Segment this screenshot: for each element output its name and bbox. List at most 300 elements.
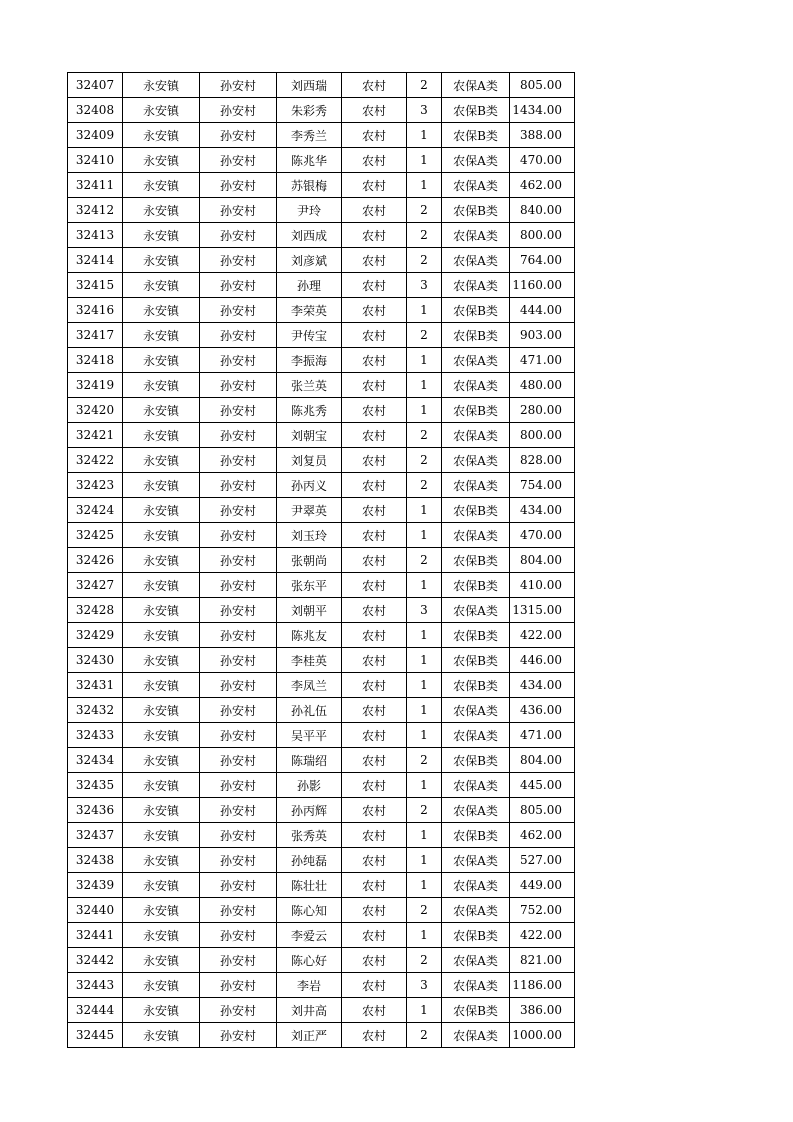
name-cell: 张东平 [277, 573, 342, 598]
amount-cell: 471.00 [510, 723, 575, 748]
member-count-cell: 1 [407, 573, 442, 598]
name-cell: 张朝尚 [277, 548, 342, 573]
insurance-category-cell: 农保B类 [442, 573, 510, 598]
name-cell: 刘玉玲 [277, 523, 342, 548]
amount-cell: 752.00 [510, 898, 575, 923]
town-cell: 永安镇 [123, 898, 200, 923]
table-row [68, 673, 575, 698]
insurance-category-cell: 农保B类 [442, 498, 510, 523]
table-row [68, 873, 575, 898]
town-cell: 永安镇 [123, 623, 200, 648]
town-cell: 永安镇 [123, 248, 200, 273]
record-id-cell: 32421 [68, 423, 123, 448]
record-id-cell: 32431 [68, 673, 123, 698]
town-cell: 永安镇 [123, 723, 200, 748]
name-cell: 刘西瑞 [277, 73, 342, 98]
village-cell: 孙安村 [200, 1023, 277, 1048]
insurance-category-cell: 农保A类 [442, 348, 510, 373]
household-type-cell: 农村 [342, 123, 407, 148]
name-cell: 孙理 [277, 273, 342, 298]
household-type-cell: 农村 [342, 248, 407, 273]
member-count-cell: 1 [407, 873, 442, 898]
record-id-cell: 32410 [68, 148, 123, 173]
household-type-cell: 农村 [342, 598, 407, 623]
town-cell: 永安镇 [123, 573, 200, 598]
town-cell: 永安镇 [123, 648, 200, 673]
name-cell: 刘朝平 [277, 598, 342, 623]
household-type-cell: 农村 [342, 223, 407, 248]
amount-cell: 436.00 [510, 698, 575, 723]
village-cell: 孙安村 [200, 873, 277, 898]
member-count-cell: 2 [407, 73, 442, 98]
town-cell: 永安镇 [123, 923, 200, 948]
name-cell: 陈心好 [277, 948, 342, 973]
town-cell: 永安镇 [123, 523, 200, 548]
member-count-cell: 2 [407, 1023, 442, 1048]
table-row [68, 373, 575, 398]
amount-cell: 840.00 [510, 198, 575, 223]
record-id-cell: 32432 [68, 698, 123, 723]
record-id-cell: 32414 [68, 248, 123, 273]
table-row [68, 698, 575, 723]
name-cell: 刘复员 [277, 448, 342, 473]
table-row [68, 948, 575, 973]
member-count-cell: 3 [407, 273, 442, 298]
table-row [68, 998, 575, 1023]
name-cell: 陈兆秀 [277, 398, 342, 423]
insurance-category-cell: 农保B类 [442, 823, 510, 848]
table-row [68, 348, 575, 373]
town-cell: 永安镇 [123, 298, 200, 323]
town-cell: 永安镇 [123, 73, 200, 98]
village-cell: 孙安村 [200, 573, 277, 598]
village-cell: 孙安村 [200, 323, 277, 348]
name-cell: 李荣英 [277, 298, 342, 323]
name-cell: 陈兆华 [277, 148, 342, 173]
name-cell: 尹翠英 [277, 498, 342, 523]
record-id-cell: 32416 [68, 298, 123, 323]
table-row [68, 723, 575, 748]
insurance-category-cell: 农保B类 [442, 123, 510, 148]
record-id-cell: 32418 [68, 348, 123, 373]
town-cell: 永安镇 [123, 673, 200, 698]
name-cell: 刘朝宝 [277, 423, 342, 448]
member-count-cell: 1 [407, 123, 442, 148]
household-type-cell: 农村 [342, 423, 407, 448]
member-count-cell: 2 [407, 448, 442, 473]
table-row [68, 498, 575, 523]
town-cell: 永安镇 [123, 948, 200, 973]
household-type-cell: 农村 [342, 748, 407, 773]
town-cell: 永安镇 [123, 848, 200, 873]
member-count-cell: 3 [407, 98, 442, 123]
village-cell: 孙安村 [200, 848, 277, 873]
record-id-cell: 32407 [68, 73, 123, 98]
village-cell: 孙安村 [200, 773, 277, 798]
record-id-cell: 32411 [68, 173, 123, 198]
amount-cell: 828.00 [510, 448, 575, 473]
insurance-category-cell: 农保A类 [442, 73, 510, 98]
name-cell: 刘正严 [277, 1023, 342, 1048]
insurance-category-cell: 农保B类 [442, 98, 510, 123]
household-type-cell: 农村 [342, 973, 407, 998]
village-cell: 孙安村 [200, 923, 277, 948]
village-cell: 孙安村 [200, 798, 277, 823]
town-cell: 永安镇 [123, 173, 200, 198]
town-cell: 永安镇 [123, 423, 200, 448]
member-count-cell: 2 [407, 898, 442, 923]
village-cell: 孙安村 [200, 698, 277, 723]
table-row [68, 148, 575, 173]
name-cell: 尹传宝 [277, 323, 342, 348]
name-cell: 张兰英 [277, 373, 342, 398]
town-cell: 永安镇 [123, 748, 200, 773]
town-cell: 永安镇 [123, 1023, 200, 1048]
village-cell: 孙安村 [200, 523, 277, 548]
village-cell: 孙安村 [200, 998, 277, 1023]
village-cell: 孙安村 [200, 823, 277, 848]
insurance-category-cell: 农保A类 [442, 873, 510, 898]
household-type-cell: 农村 [342, 298, 407, 323]
insurance-category-cell: 农保A类 [442, 798, 510, 823]
member-count-cell: 1 [407, 498, 442, 523]
town-cell: 永安镇 [123, 323, 200, 348]
table-row [68, 298, 575, 323]
household-type-cell: 农村 [342, 473, 407, 498]
household-type-cell: 农村 [342, 648, 407, 673]
member-count-cell: 1 [407, 673, 442, 698]
amount-cell: 471.00 [510, 348, 575, 373]
table-row [68, 898, 575, 923]
member-count-cell: 2 [407, 798, 442, 823]
amount-cell: 764.00 [510, 248, 575, 273]
amount-cell: 1315.00 [510, 598, 575, 623]
record-id-cell: 32440 [68, 898, 123, 923]
amount-cell: 800.00 [510, 223, 575, 248]
household-type-cell: 农村 [342, 823, 407, 848]
household-type-cell: 农村 [342, 723, 407, 748]
table-row [68, 973, 575, 998]
insurance-category-cell: 农保A类 [442, 723, 510, 748]
insurance-category-cell: 农保A类 [442, 223, 510, 248]
village-cell: 孙安村 [200, 373, 277, 398]
table-row [68, 923, 575, 948]
record-id-cell: 32441 [68, 923, 123, 948]
household-type-cell: 农村 [342, 273, 407, 298]
amount-cell: 386.00 [510, 998, 575, 1023]
name-cell: 李桂英 [277, 648, 342, 673]
town-cell: 永安镇 [123, 798, 200, 823]
household-type-cell: 农村 [342, 898, 407, 923]
household-type-cell: 农村 [342, 373, 407, 398]
insurance-category-cell: 农保A类 [442, 373, 510, 398]
name-cell: 孙礼伍 [277, 698, 342, 723]
member-count-cell: 2 [407, 323, 442, 348]
insurance-category-cell: 农保A类 [442, 598, 510, 623]
amount-cell: 480.00 [510, 373, 575, 398]
household-type-cell: 农村 [342, 1023, 407, 1048]
record-id-cell: 32424 [68, 498, 123, 523]
member-count-cell: 2 [407, 423, 442, 448]
town-cell: 永安镇 [123, 998, 200, 1023]
member-count-cell: 2 [407, 548, 442, 573]
member-count-cell: 1 [407, 348, 442, 373]
table-row [68, 98, 575, 123]
name-cell: 李秀兰 [277, 123, 342, 148]
member-count-cell: 1 [407, 848, 442, 873]
name-cell: 李岩 [277, 973, 342, 998]
amount-cell: 410.00 [510, 573, 575, 598]
table-row [68, 173, 575, 198]
insurance-category-cell: 农保B类 [442, 198, 510, 223]
name-cell: 刘彦斌 [277, 248, 342, 273]
name-cell: 李爱云 [277, 923, 342, 948]
amount-cell: 903.00 [510, 323, 575, 348]
amount-cell: 422.00 [510, 623, 575, 648]
member-count-cell: 1 [407, 398, 442, 423]
insurance-category-cell: 农保B类 [442, 998, 510, 1023]
village-cell: 孙安村 [200, 298, 277, 323]
town-cell: 永安镇 [123, 98, 200, 123]
village-cell: 孙安村 [200, 98, 277, 123]
household-type-cell: 农村 [342, 698, 407, 723]
member-count-cell: 3 [407, 973, 442, 998]
amount-cell: 1000.00 [510, 1023, 575, 1048]
village-cell: 孙安村 [200, 448, 277, 473]
household-type-cell: 农村 [342, 848, 407, 873]
member-count-cell: 1 [407, 373, 442, 398]
name-cell: 刘西成 [277, 223, 342, 248]
town-cell: 永安镇 [123, 398, 200, 423]
village-cell: 孙安村 [200, 748, 277, 773]
amount-cell: 754.00 [510, 473, 575, 498]
member-count-cell: 1 [407, 648, 442, 673]
amount-cell: 804.00 [510, 548, 575, 573]
record-id-cell: 32443 [68, 973, 123, 998]
village-cell: 孙安村 [200, 498, 277, 523]
village-cell: 孙安村 [200, 273, 277, 298]
member-count-cell: 1 [407, 823, 442, 848]
record-id-cell: 32413 [68, 223, 123, 248]
household-type-cell: 农村 [342, 73, 407, 98]
household-type-cell: 农村 [342, 348, 407, 373]
member-count-cell: 2 [407, 198, 442, 223]
table-row [68, 648, 575, 673]
record-id-cell: 32425 [68, 523, 123, 548]
insurance-category-cell: 农保B类 [442, 673, 510, 698]
member-count-cell: 1 [407, 148, 442, 173]
name-cell: 朱彩秀 [277, 98, 342, 123]
amount-cell: 445.00 [510, 773, 575, 798]
insurance-category-cell: 农保A类 [442, 973, 510, 998]
amount-cell: 280.00 [510, 398, 575, 423]
member-count-cell: 1 [407, 298, 442, 323]
record-id-cell: 32445 [68, 1023, 123, 1048]
record-id-cell: 32434 [68, 748, 123, 773]
name-cell: 陈兆友 [277, 623, 342, 648]
village-cell: 孙安村 [200, 248, 277, 273]
table-row [68, 123, 575, 148]
town-cell: 永安镇 [123, 148, 200, 173]
household-type-cell: 农村 [342, 323, 407, 348]
table-row [68, 623, 575, 648]
table-row [68, 248, 575, 273]
table-row [68, 548, 575, 573]
amount-cell: 446.00 [510, 648, 575, 673]
amount-cell: 444.00 [510, 298, 575, 323]
household-type-cell: 农村 [342, 448, 407, 473]
insurance-category-cell: 农保A类 [442, 523, 510, 548]
village-cell: 孙安村 [200, 198, 277, 223]
town-cell: 永安镇 [123, 498, 200, 523]
table-row [68, 748, 575, 773]
household-type-cell: 农村 [342, 798, 407, 823]
table-row [68, 273, 575, 298]
insurance-category-cell: 农保A类 [442, 773, 510, 798]
record-id-cell: 32442 [68, 948, 123, 973]
table-row [68, 1023, 575, 1048]
village-cell: 孙安村 [200, 898, 277, 923]
household-type-cell: 农村 [342, 673, 407, 698]
insurance-category-cell: 农保A类 [442, 698, 510, 723]
household-type-cell: 农村 [342, 623, 407, 648]
table-row [68, 448, 575, 473]
table-row [68, 323, 575, 348]
name-cell: 李振海 [277, 348, 342, 373]
table-row [68, 823, 575, 848]
town-cell: 永安镇 [123, 473, 200, 498]
town-cell: 永安镇 [123, 348, 200, 373]
household-type-cell: 农村 [342, 773, 407, 798]
member-count-cell: 2 [407, 473, 442, 498]
table-row [68, 423, 575, 448]
insurance-category-cell: 农保A类 [442, 448, 510, 473]
village-cell: 孙安村 [200, 223, 277, 248]
member-count-cell: 1 [407, 523, 442, 548]
household-type-cell: 农村 [342, 998, 407, 1023]
household-type-cell: 农村 [342, 398, 407, 423]
insurance-category-cell: 农保B类 [442, 923, 510, 948]
amount-cell: 388.00 [510, 123, 575, 148]
table-row [68, 223, 575, 248]
town-cell: 永安镇 [123, 123, 200, 148]
amount-cell: 449.00 [510, 873, 575, 898]
table-row [68, 598, 575, 623]
table-row [68, 848, 575, 873]
insurance-category-cell: 农保A类 [442, 898, 510, 923]
village-cell: 孙安村 [200, 423, 277, 448]
amount-cell: 434.00 [510, 673, 575, 698]
member-count-cell: 2 [407, 223, 442, 248]
member-count-cell: 1 [407, 773, 442, 798]
household-type-cell: 农村 [342, 198, 407, 223]
amount-cell: 470.00 [510, 148, 575, 173]
record-id-cell: 32409 [68, 123, 123, 148]
amount-cell: 422.00 [510, 923, 575, 948]
village-cell: 孙安村 [200, 398, 277, 423]
name-cell: 刘井高 [277, 998, 342, 1023]
insurance-category-cell: 农保A类 [442, 173, 510, 198]
village-cell: 孙安村 [200, 948, 277, 973]
record-id-cell: 32412 [68, 198, 123, 223]
village-cell: 孙安村 [200, 673, 277, 698]
record-id-cell: 32436 [68, 798, 123, 823]
record-id-cell: 32439 [68, 873, 123, 898]
village-cell: 孙安村 [200, 473, 277, 498]
record-id-cell: 32419 [68, 373, 123, 398]
insurance-category-cell: 农保B类 [442, 398, 510, 423]
village-cell: 孙安村 [200, 73, 277, 98]
town-cell: 永安镇 [123, 273, 200, 298]
name-cell: 苏银梅 [277, 173, 342, 198]
assistance-table [67, 72, 575, 1048]
record-id-cell: 32417 [68, 323, 123, 348]
village-cell: 孙安村 [200, 173, 277, 198]
insurance-category-cell: 农保A类 [442, 473, 510, 498]
member-count-cell: 1 [407, 698, 442, 723]
insurance-category-cell: 农保B类 [442, 648, 510, 673]
member-count-cell: 1 [407, 723, 442, 748]
name-cell: 尹玲 [277, 198, 342, 223]
record-id-cell: 32415 [68, 273, 123, 298]
household-type-cell: 农村 [342, 173, 407, 198]
record-id-cell: 32408 [68, 98, 123, 123]
record-id-cell: 32423 [68, 473, 123, 498]
amount-cell: 1434.00 [510, 98, 575, 123]
table-row [68, 473, 575, 498]
insurance-category-cell: 农保A类 [442, 423, 510, 448]
table-body [68, 73, 575, 1048]
village-cell: 孙安村 [200, 648, 277, 673]
member-count-cell: 3 [407, 598, 442, 623]
name-cell: 孙影 [277, 773, 342, 798]
record-id-cell: 32426 [68, 548, 123, 573]
table-row [68, 523, 575, 548]
insurance-category-cell: 农保B类 [442, 623, 510, 648]
town-cell: 永安镇 [123, 973, 200, 998]
table-row [68, 773, 575, 798]
name-cell: 孙纯磊 [277, 848, 342, 873]
insurance-category-cell: 农保B类 [442, 323, 510, 348]
town-cell: 永安镇 [123, 823, 200, 848]
town-cell: 永安镇 [123, 548, 200, 573]
table-row [68, 73, 575, 98]
name-cell: 吴平平 [277, 723, 342, 748]
town-cell: 永安镇 [123, 698, 200, 723]
town-cell: 永安镇 [123, 198, 200, 223]
insurance-category-cell: 农保B类 [442, 298, 510, 323]
amount-cell: 1160.00 [510, 273, 575, 298]
village-cell: 孙安村 [200, 548, 277, 573]
record-id-cell: 32422 [68, 448, 123, 473]
amount-cell: 1186.00 [510, 973, 575, 998]
town-cell: 永安镇 [123, 773, 200, 798]
member-count-cell: 1 [407, 623, 442, 648]
amount-cell: 805.00 [510, 798, 575, 823]
record-id-cell: 32430 [68, 648, 123, 673]
household-type-cell: 农村 [342, 498, 407, 523]
amount-cell: 805.00 [510, 73, 575, 98]
town-cell: 永安镇 [123, 873, 200, 898]
town-cell: 永安镇 [123, 598, 200, 623]
record-id-cell: 32420 [68, 398, 123, 423]
household-type-cell: 农村 [342, 923, 407, 948]
household-type-cell: 农村 [342, 148, 407, 173]
record-id-cell: 32444 [68, 998, 123, 1023]
table-row [68, 798, 575, 823]
insurance-category-cell: 农保B类 [442, 748, 510, 773]
insurance-category-cell: 农保A类 [442, 148, 510, 173]
